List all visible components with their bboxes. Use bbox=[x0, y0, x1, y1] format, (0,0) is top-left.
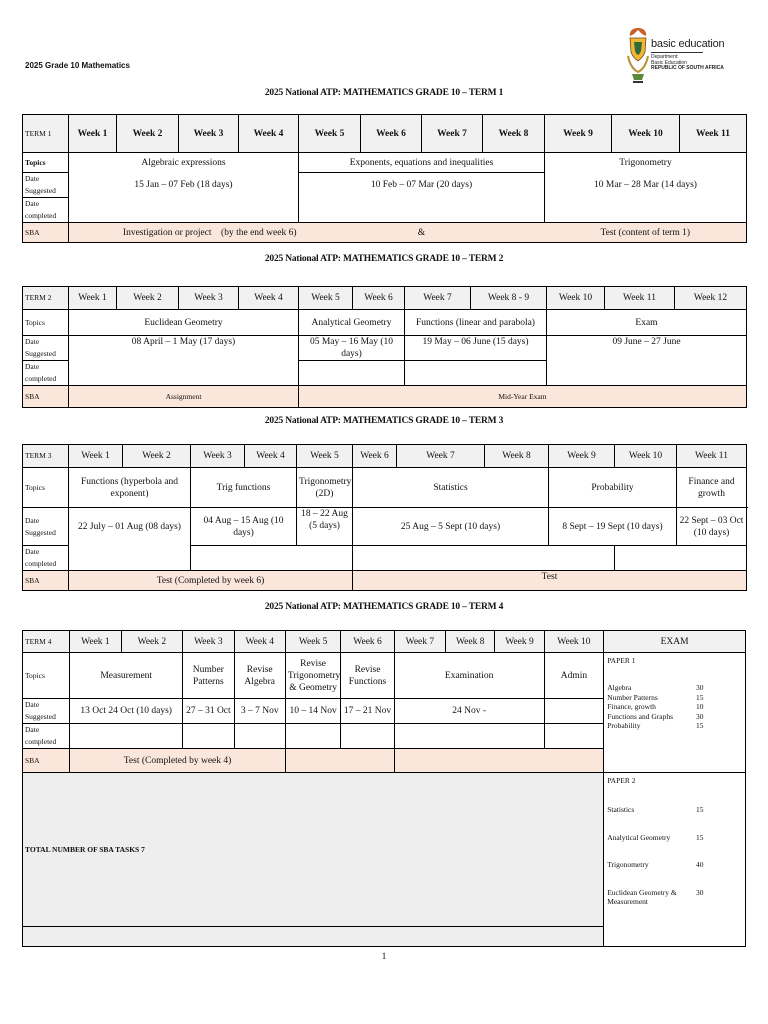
topic-cell: Measurement bbox=[70, 653, 183, 699]
coat-of-arms-icon bbox=[626, 26, 650, 84]
sba-cell: Test bbox=[353, 571, 747, 591]
term2-week: Week 4 bbox=[239, 287, 299, 310]
sba-cell: Test (Completed by week 4) bbox=[70, 749, 286, 773]
topic-cell: Trigonometry bbox=[545, 153, 747, 173]
topic-cell: Trigonometry (2D) bbox=[297, 468, 353, 508]
paper1-item-marks: 10 bbox=[696, 702, 704, 711]
topic-cell: Admin bbox=[544, 653, 604, 699]
paper2-item-name: Euclidean Geometry & Measurement bbox=[607, 887, 677, 906]
row-label-date-suggested: Date Suggested bbox=[23, 508, 69, 546]
paper1-item-name: Algebra bbox=[607, 683, 632, 692]
sba-cell bbox=[285, 749, 394, 773]
paper2-item-name: Trigonometry bbox=[607, 860, 649, 869]
term4-week: Week 7 bbox=[394, 631, 445, 653]
total-sba-tasks: TOTAL NUMBER OF SBA TASKS 7 bbox=[23, 773, 604, 927]
term4-title: 2025 National ATP: MATHEMATICS GRADE 10 – TERM 4 bbox=[264, 602, 504, 612]
term2-week: Week 6 bbox=[353, 287, 405, 310]
term3-label: TERM 3 bbox=[23, 445, 69, 468]
paper2-row bbox=[607, 805, 742, 815]
term1-week: Week 11 bbox=[680, 115, 747, 153]
date-cell: 19 May – 06 June (15 days) bbox=[405, 336, 547, 361]
date-cell: 18 – 22 Aug (5 days) bbox=[297, 508, 353, 546]
term4-week: Week 4 bbox=[234, 631, 285, 653]
term4-table bbox=[22, 630, 746, 947]
logo-title: basic education bbox=[651, 38, 725, 50]
term4-week: Week 9 bbox=[495, 631, 544, 653]
paper2-item-marks: 30 bbox=[696, 887, 704, 897]
paper1-row bbox=[607, 693, 742, 703]
topic-cell: Exponents, equations and inequalities bbox=[299, 153, 545, 173]
topic-cell: Functions (linear and parabola) bbox=[405, 310, 547, 336]
term2-table bbox=[22, 286, 747, 408]
topic-cell: Revise Algebra bbox=[234, 653, 285, 699]
term2-week: Week 12 bbox=[675, 287, 747, 310]
date-cell: 10 Feb – 07 Mar (20 days) bbox=[299, 173, 545, 198]
topic-cell: Number Patterns bbox=[183, 653, 234, 699]
date-cell bbox=[544, 699, 604, 724]
topic-cell: Analytical Geometry bbox=[299, 310, 405, 336]
sba-cell: Assignment bbox=[69, 386, 299, 408]
logo-divider bbox=[651, 52, 703, 53]
row-label-sba: SBA bbox=[23, 571, 69, 591]
paper1-item-marks: 15 bbox=[696, 721, 704, 730]
term4-week: Week 10 bbox=[544, 631, 604, 653]
term2-week: Week 5 bbox=[299, 287, 353, 310]
completed-cell bbox=[299, 198, 545, 223]
paper2-cell bbox=[604, 773, 746, 947]
topic-cell: Probability bbox=[549, 468, 677, 508]
completed-cell bbox=[299, 361, 405, 386]
topic-cell: Finance and growth bbox=[677, 468, 747, 508]
paper2-row bbox=[607, 860, 742, 870]
topic-cell: Revise Trigonometry & Geometry bbox=[285, 653, 340, 699]
paper2-title: PAPER 2 bbox=[607, 776, 636, 785]
paper1-row bbox=[607, 683, 742, 693]
term1-week: Week 4 bbox=[239, 115, 299, 153]
row-label-date-suggested: Date Suggested bbox=[23, 173, 69, 198]
completed-cell bbox=[405, 361, 547, 386]
term4-week: Week 8 bbox=[446, 631, 495, 653]
term1-week: Week 6 bbox=[361, 115, 422, 153]
logo-sub-line-2: Basic Education bbox=[651, 59, 687, 66]
term2-week: Week 3 bbox=[179, 287, 239, 310]
paper2-item-marks: 15 bbox=[696, 832, 704, 842]
term4-week: Week 6 bbox=[341, 631, 394, 653]
date-cell: 10 Mar – 28 Mar (14 days) bbox=[545, 173, 747, 198]
paper1-item-marks: 30 bbox=[696, 683, 704, 692]
topic-cell: Functions (hyperbola and exponent) bbox=[69, 468, 191, 508]
term1-week: Week 7 bbox=[422, 115, 483, 153]
completed-cell bbox=[70, 724, 183, 749]
term4-week: Week 2 bbox=[121, 631, 183, 653]
paper1-row bbox=[607, 721, 742, 731]
row-label-date-suggested: Date Suggested bbox=[23, 699, 70, 724]
term3-week: Week 1 bbox=[69, 445, 123, 468]
sba-cell bbox=[394, 749, 603, 773]
completed-cell bbox=[615, 546, 747, 571]
term2-week: Week 8 - 9 bbox=[471, 287, 547, 310]
row-label-topics: Topics bbox=[23, 653, 70, 699]
paper1-item-name: Finance, growth bbox=[607, 702, 656, 711]
paper1-item-name: Number Patterns bbox=[607, 692, 658, 702]
date-cell: 27 – 31 Oct bbox=[183, 699, 234, 724]
row-label-date-completed: Date completed bbox=[23, 198, 69, 223]
date-cell: 22 July – 01 Aug (08 days) bbox=[69, 508, 191, 546]
term2-week: Week 1 bbox=[69, 287, 117, 310]
completed-cell bbox=[547, 361, 747, 386]
term2-week: Week 7 bbox=[405, 287, 471, 310]
term3-week: Week 2 bbox=[123, 445, 191, 468]
row-label-topics: Topics bbox=[23, 153, 69, 173]
completed-cell bbox=[69, 361, 299, 386]
paper1-cell bbox=[604, 653, 746, 773]
row-label-sba: SBA bbox=[23, 386, 69, 408]
date-cell: 13 Oct 24 Oct (10 days) bbox=[70, 699, 183, 724]
row-label-topics: Topics bbox=[23, 310, 69, 336]
term3-week: Week 8 bbox=[485, 445, 549, 468]
term1-week: Week 10 bbox=[612, 115, 680, 153]
term1-week: Week 5 bbox=[299, 115, 361, 153]
paper2-item-marks: 40 bbox=[696, 860, 704, 869]
term2-week: Week 10 bbox=[547, 287, 605, 310]
term4-week: Week 5 bbox=[285, 631, 340, 653]
term4-label: TERM 4 bbox=[23, 631, 70, 653]
page-number: 1 bbox=[381, 952, 387, 962]
topic-cell: Examination bbox=[394, 653, 544, 699]
paper1-item-marks: 30 bbox=[696, 711, 704, 721]
paper1-title: PAPER 1 bbox=[607, 656, 636, 665]
completed-cell bbox=[545, 198, 747, 223]
completed-cell bbox=[341, 724, 394, 749]
term2-week: Week 2 bbox=[117, 287, 179, 310]
term1-title: 2025 National ATP: MATHEMATICS GRADE 10 – TERM 1 bbox=[264, 88, 504, 98]
paper2-item-name: Statistics bbox=[607, 805, 635, 814]
topic-cell: Euclidean Geometry bbox=[69, 310, 299, 336]
logo-subtitle bbox=[651, 55, 724, 72]
date-cell: 24 Nov - bbox=[394, 699, 544, 724]
paper2-item-marks: 15 bbox=[696, 805, 704, 814]
term2-week: Week 11 bbox=[605, 287, 675, 310]
term4-week: Week 1 bbox=[70, 631, 121, 653]
row-label-date-completed: Date completed bbox=[23, 546, 69, 571]
term4-week: Week 3 bbox=[183, 631, 234, 653]
topic-cell: Statistics bbox=[353, 468, 549, 508]
date-cell: 25 Aug – 5 Sept (10 days) bbox=[353, 508, 549, 546]
document-label: 2025 Grade 10 Mathematics bbox=[25, 61, 130, 70]
date-cell: 08 April – 1 May (17 days) bbox=[69, 336, 299, 361]
term3-week: Week 7 bbox=[397, 445, 485, 468]
exam-header: EXAM bbox=[604, 631, 746, 653]
term1-table bbox=[22, 114, 747, 243]
term3-table bbox=[22, 444, 747, 591]
row-label-sba: SBA bbox=[23, 749, 70, 773]
date-cell: 10 – 14 Nov bbox=[285, 699, 340, 724]
completed-cell bbox=[353, 546, 615, 571]
term3-week: Week 3 bbox=[191, 445, 245, 468]
topic-cell: Exam bbox=[547, 310, 747, 336]
term3-week: Week 6 bbox=[353, 445, 397, 468]
sba-cell: Investigation or project (by the end week 6) bbox=[69, 223, 299, 243]
sba-cell: Mid-Year Exam bbox=[299, 386, 747, 408]
completed-cell bbox=[183, 724, 234, 749]
date-cell: 09 June – 27 June bbox=[547, 336, 747, 361]
row-label-date-suggested: Date Suggested bbox=[23, 336, 69, 361]
sba-cell: Test (Completed by week 6) bbox=[69, 571, 353, 591]
row-label-date-completed: Date completed bbox=[23, 361, 69, 386]
completed-cell bbox=[394, 724, 544, 749]
term2-label: TERM 2 bbox=[23, 287, 69, 310]
term3-week: Week 10 bbox=[615, 445, 677, 468]
paper1-item-marks: 15 bbox=[696, 692, 704, 702]
term1-week: Week 8 bbox=[483, 115, 545, 153]
paper1-item-name: Functions and Graphs bbox=[607, 711, 674, 721]
sba-cell: Test (content of term 1) bbox=[545, 223, 747, 243]
blank-row bbox=[23, 927, 604, 947]
completed-cell bbox=[69, 198, 299, 223]
date-cell: 3 – 7 Nov bbox=[234, 699, 285, 724]
term1-label: TERM 1 bbox=[23, 115, 69, 153]
term1-week: Week 9 bbox=[545, 115, 612, 153]
row-label-sba: SBA bbox=[23, 223, 69, 243]
term3-week: Week 9 bbox=[549, 445, 615, 468]
term3-week: Week 11 bbox=[677, 445, 747, 468]
topic-cell: Trig functions bbox=[191, 468, 297, 508]
completed-cell bbox=[234, 724, 285, 749]
date-cell: 15 Jan – 07 Feb (18 days) bbox=[69, 173, 299, 198]
topic-cell: Revise Functions bbox=[341, 653, 394, 699]
term1-week: Week 3 bbox=[179, 115, 239, 153]
term1-week: Week 1 bbox=[69, 115, 117, 153]
date-cell: 17 – 21 Nov bbox=[341, 699, 394, 724]
completed-cell bbox=[191, 546, 353, 571]
term3-title: 2025 National ATP: MATHEMATICS GRADE 10 – TERM 3 bbox=[264, 416, 504, 426]
term3-week: Week 5 bbox=[297, 445, 353, 468]
completed-cell bbox=[544, 724, 604, 749]
paper1-row bbox=[607, 712, 742, 722]
date-cell: 04 Aug – 15 Aug (10 days) bbox=[191, 508, 297, 546]
term3-week: Week 4 bbox=[245, 445, 297, 468]
paper1-row bbox=[607, 702, 742, 712]
date-cell: 05 May – 16 May (10 days) bbox=[299, 336, 405, 361]
topic-cell: Algebraic expressions bbox=[69, 153, 299, 173]
term2-title: 2025 National ATP: MATHEMATICS GRADE 10 – TERM 2 bbox=[264, 254, 504, 264]
paper2-item-name: Analytical Geometry bbox=[607, 832, 671, 842]
date-cell: 22 Sept – 03 Oct (10 days) bbox=[677, 508, 747, 546]
term1-week: Week 2 bbox=[117, 115, 179, 153]
paper1-item-name: Probability bbox=[607, 721, 641, 730]
paper2-row bbox=[607, 833, 742, 843]
completed-cell bbox=[285, 724, 340, 749]
row-label-topics: Topics bbox=[23, 468, 69, 508]
logo-sub-line-1: Department: bbox=[651, 54, 679, 60]
completed-cell bbox=[69, 546, 191, 571]
paper2-row bbox=[607, 888, 742, 907]
date-cell: 8 Sept – 19 Sept (10 days) bbox=[549, 508, 677, 546]
sba-cell: & bbox=[299, 223, 545, 243]
row-label-date-completed: Date completed bbox=[23, 724, 70, 749]
logo-sub-line-3: REPUBLIC OF SOUTH AFRICA bbox=[651, 65, 724, 71]
